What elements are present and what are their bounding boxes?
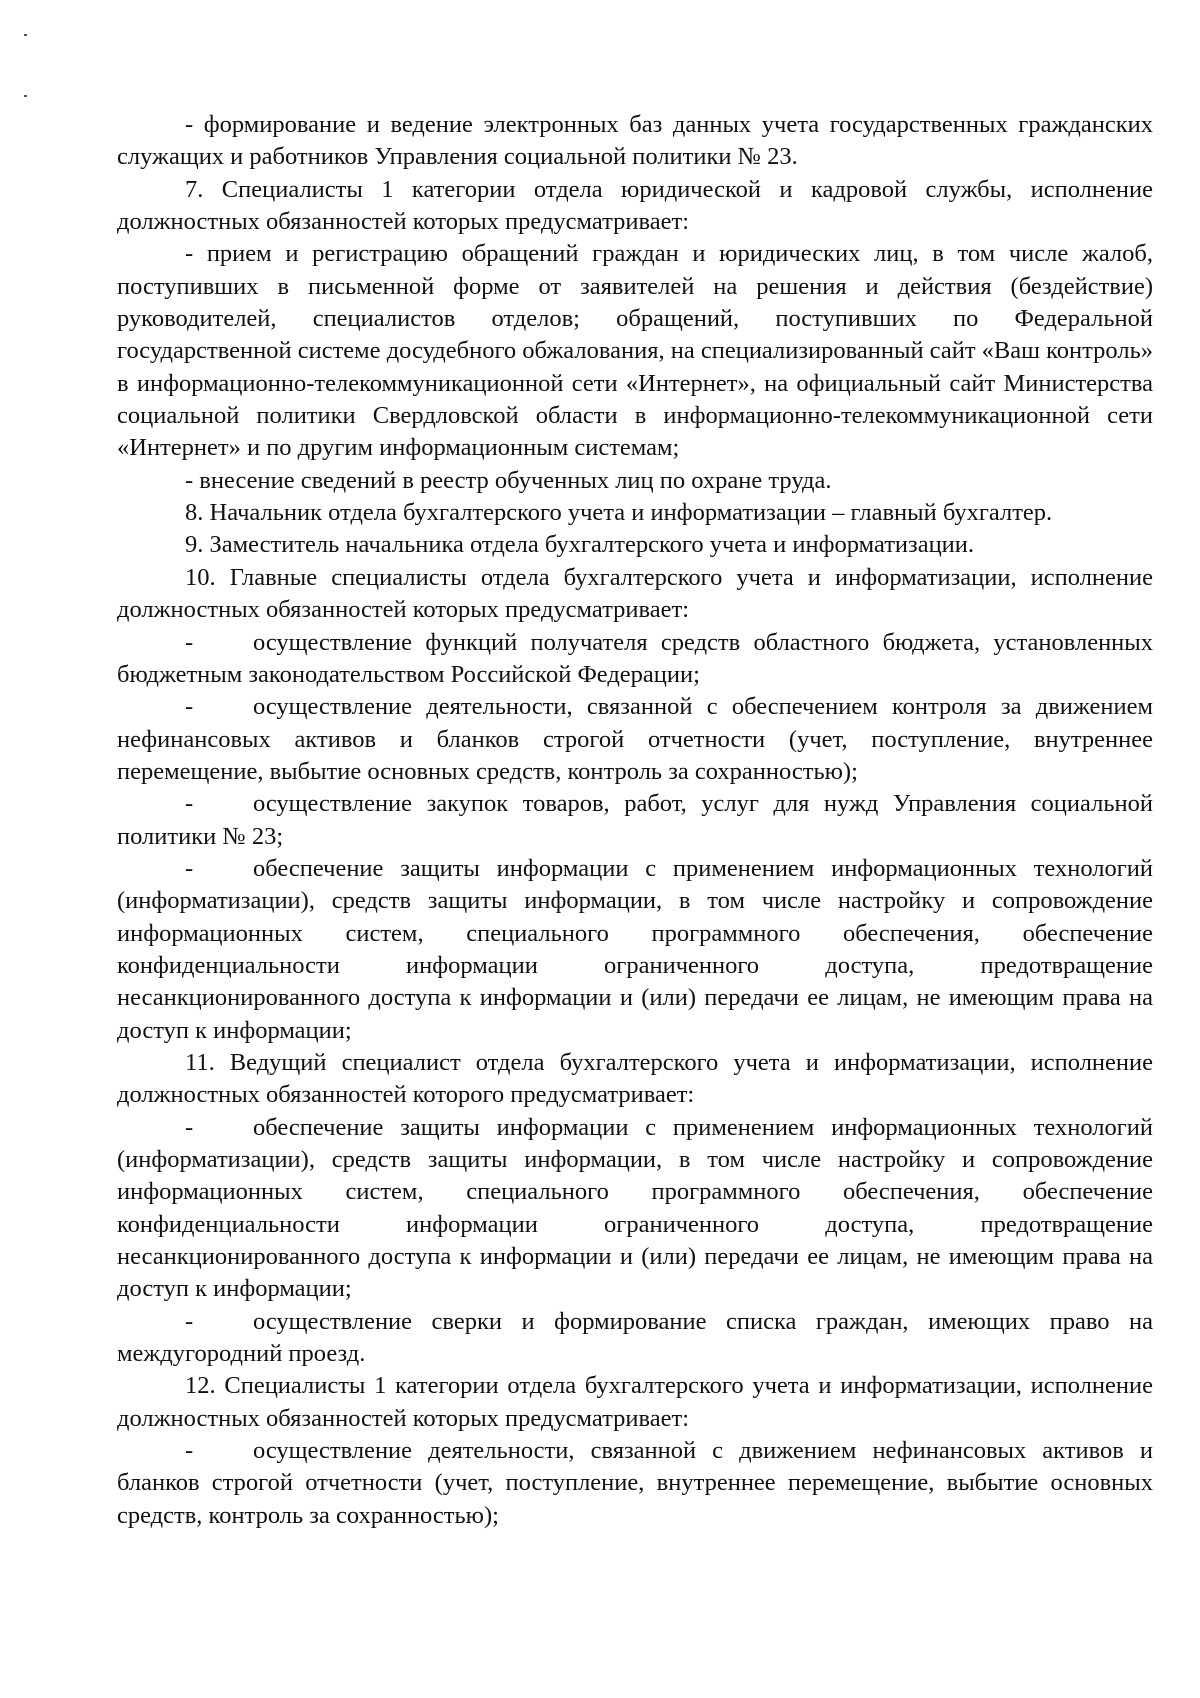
document-body <box>117 109 1153 1532</box>
dash-mark: - <box>185 1113 194 1141</box>
paragraph-tabdash <box>117 691 1153 788</box>
paragraph-text: осуществление функций получателя средств областного бюджета, установленных бюджетным законодательством Российской Федерации; <box>117 628 1153 688</box>
paragraph-item-12: 12. Специалисты 1 категории отдела бухгалтерского учета и информатизации, исполнение должностных обязанностей которых предусматривает: <box>117 1372 1153 1432</box>
paragraph-item-7: 7. Специалисты 1 категории отдела юридической и кадровой службы, исполнение должностных обязанностей которых предусматривает: <box>117 175 1153 236</box>
paragraph-dash: - внесение сведений в реестр обученных лиц по охране труда. <box>185 466 832 494</box>
paragraph-text: обеспечение защиты информации с применением информационных технологий (информатизации), средств защиты информации, в том числе настройку и сопровождение информационных систем, специального программного обеспечения, обеспечение конфиденциальности информации ограниченного доступа, предотвращение несанкционированного доступа к информации и (или) передачи ее лицам, не имеющим права на доступ к информации; <box>117 854 1153 1044</box>
paragraph-text: осуществление сверки и формирование списка граждан, имеющих право на междугородний проезд. <box>117 1307 1153 1368</box>
dash-mark: - <box>185 1307 194 1335</box>
scan-speck <box>24 95 27 97</box>
paragraph-tabdash <box>117 788 1153 853</box>
paragraph-dash: - формирование и ведение электронных баз данных учета государственных гражданских служащих и работников Управления социальной политики № 23. <box>117 111 1153 171</box>
paragraph-dash: - прием и регистрацию обращений граждан и юридических лиц, в том числе жалоб, поступивших в письменной форме от заявителей на решения и действия (бездействие) руководителей, специалистов отделов; обращений, поступивших по Федеральной государственной системе досудебного обжалования, на специализированный сайт «Ваш контроль» в информационно-телекоммуникационной сети «Интернет», на официальный сайт Министерства социальной политики Свердловской области в информационно-телекоммуникационной сети «Интернет» и по другим информационным системам; <box>117 240 1153 462</box>
paragraph-item-8: 8. Начальник отдела бухгалтерского учета и информатизации – главный бухгалтер. <box>185 499 1053 527</box>
dash-mark: - <box>185 854 194 882</box>
paragraph-text: осуществление деятельности, связанной с обеспечением контроля за движением нефинансовых активов и бланков строгой отчетности (учет, поступление, внутреннее перемещение, выбытие основных средств, контроль за сохранностью); <box>117 693 1153 785</box>
dash-mark: - <box>185 628 194 656</box>
dash-mark: - <box>185 790 194 818</box>
paragraph-tabdash <box>117 1306 1153 1371</box>
paragraph-item-9: 9. Заместитель начальника отдела бухгалтерского учета и информатизации. <box>185 531 975 559</box>
paragraph-tabdash <box>117 853 1153 1047</box>
paragraph-tabdash <box>117 1435 1153 1532</box>
scan-speck <box>24 34 27 36</box>
paragraph-tabdash <box>117 1112 1153 1306</box>
paragraph-text: обеспечение защиты информации с применением информационных технологий (информатизации), средств защиты информации, в том числе настройку и сопровождение информационных систем, специального программного обеспечения, обеспечение конфиденциальности информации ограниченного доступа, предотвращение несанкционированного доступа к информации и (или) передачи ее лицам, не имеющим права на доступ к информации; <box>117 1113 1153 1303</box>
paragraph-text: осуществление деятельности, связанной с движением нефинансовых активов и бланков строгой отчетности (учет, поступление, внутреннее перемещение, выбытие основных средств, контроль за сохранностью); <box>117 1437 1153 1529</box>
paragraph-item-11: 11. Ведущий специалист отдела бухгалтерского учета и информатизации, исполнение должностных обязанностей которого предусматривает: <box>117 1048 1153 1109</box>
paragraph-text: осуществление закупок товаров, работ, услуг для нужд Управления социальной политики № 23; <box>117 790 1153 850</box>
dash-mark: - <box>185 693 194 721</box>
paragraph-tabdash <box>117 627 1153 692</box>
dash-mark: - <box>185 1437 194 1465</box>
paragraph-item-10: 10. Главные специалисты отдела бухгалтерского учета и информатизации, исполнение должностных обязанностей которых предусматривает: <box>117 563 1153 624</box>
